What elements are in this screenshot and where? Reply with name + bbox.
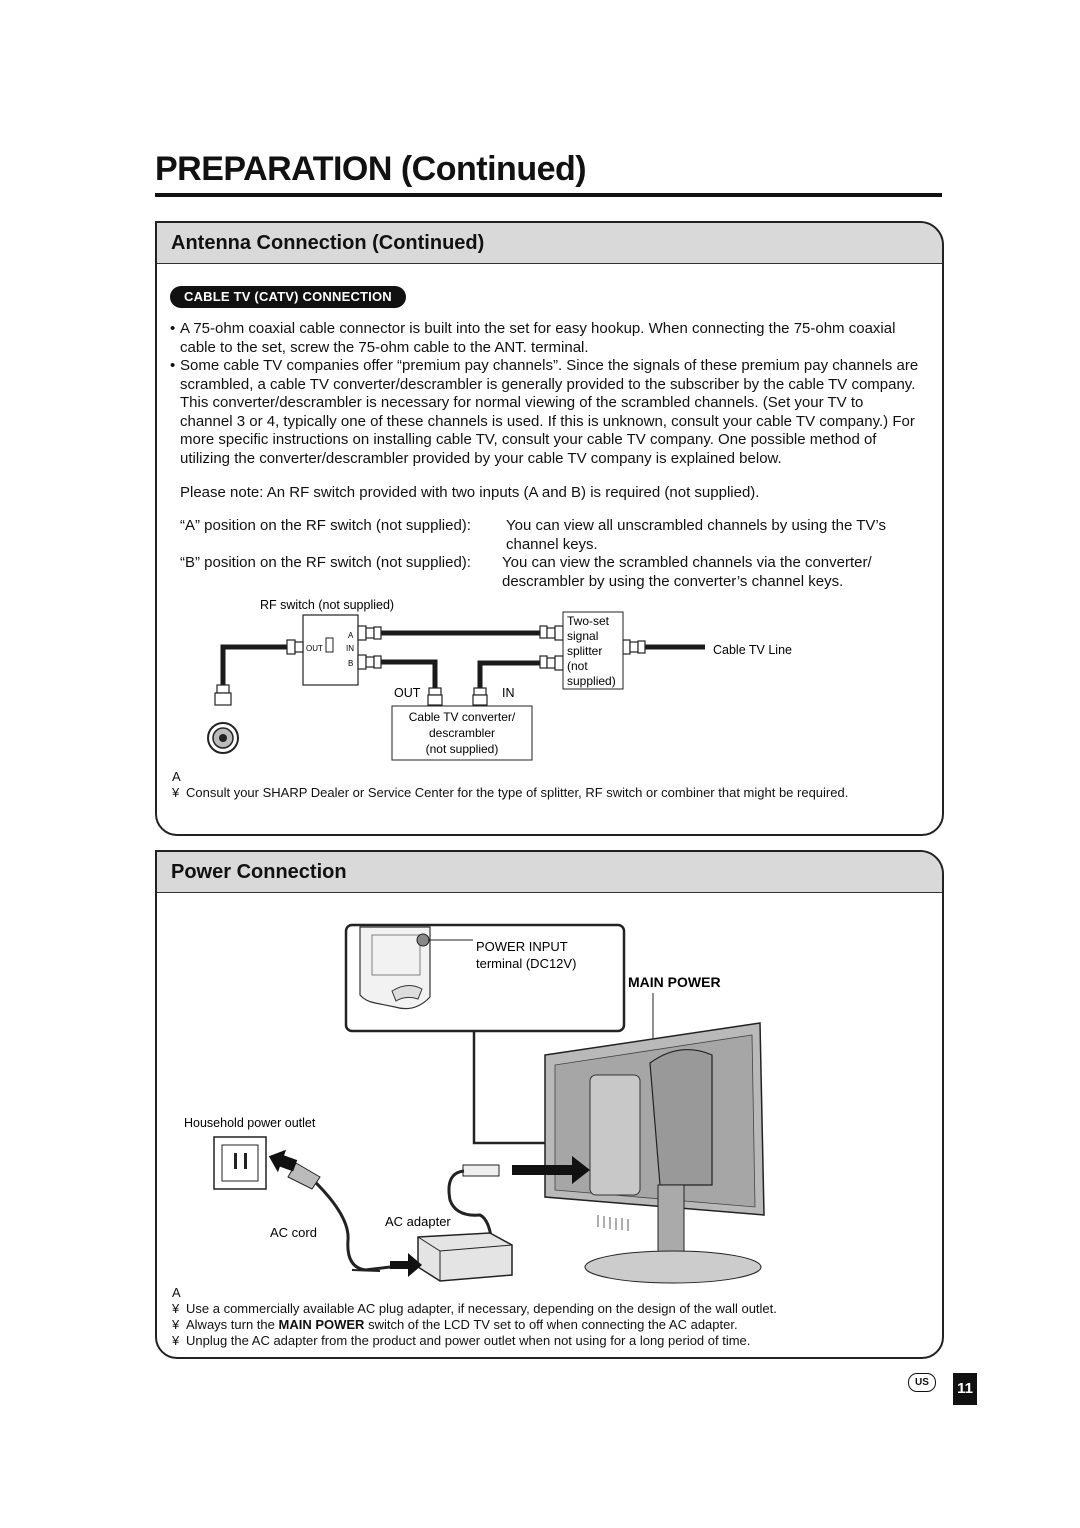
note-mark: ¥ bbox=[172, 1301, 180, 1316]
note-text bbox=[186, 1317, 912, 1333]
page-number: 11 bbox=[953, 1373, 977, 1405]
position-b-label: “B” position on the RF switch (not supplied): bbox=[180, 554, 471, 571]
splitter-line-3: splitter bbox=[567, 644, 603, 658]
page-title: PREPARATION (Continued) bbox=[155, 150, 587, 188]
antenna-bullet-2 bbox=[170, 357, 920, 468]
power-note-1 bbox=[172, 1301, 912, 1317]
note-mark: ¥ bbox=[172, 1317, 180, 1332]
position-b-text: You can view the scrambled channels via the converter/ descrambler by using the converter’s channel keys. bbox=[502, 554, 872, 590]
converter-in-label: IN bbox=[502, 686, 515, 700]
inset-panel-drawing bbox=[360, 927, 430, 1009]
splitter-line-1: Two-set bbox=[567, 614, 610, 628]
main-power-label: MAIN POWER bbox=[628, 974, 721, 990]
bullet-text: A 75-ohm coaxial cable connector is built into the set for easy hookup. When connecting the 75-ohm coaxial cable to the set, screw the 75-ohm cable to the ANT. terminal. bbox=[180, 320, 896, 356]
ac-cord-end bbox=[352, 1270, 380, 1271]
splitter-line-5: supplied) bbox=[567, 674, 616, 688]
converter-line-2: descrambler bbox=[428, 726, 496, 740]
rf-switch-out: OUT bbox=[306, 644, 323, 653]
position-a-text: You can view all unscrambled channels by using the TV’s channel keys. bbox=[506, 517, 886, 553]
note-text-post: switch of the LCD TV set to off when connecting the AC adapter. bbox=[364, 1317, 738, 1332]
rf-switch-label: RF switch (not supplied) bbox=[260, 598, 395, 612]
converter-out-label: OUT bbox=[394, 686, 421, 700]
catv-wiring-diagram bbox=[160, 590, 860, 770]
power-note-3 bbox=[172, 1333, 912, 1349]
lcd-tv-rear bbox=[545, 1023, 764, 1283]
outlet-label: Household power outlet bbox=[184, 1116, 316, 1130]
note-text-bold: MAIN POWER bbox=[278, 1317, 365, 1332]
note-text-pre: Always turn the bbox=[186, 1317, 279, 1332]
rf-switch-a: A bbox=[348, 631, 354, 640]
arrow-to-adapter-icon bbox=[390, 1253, 422, 1277]
bullet-mark: • bbox=[170, 357, 176, 374]
bullet-text: Some cable TV companies offer “premium pay channels”. Since the signals of these premium pay channels are scrambled, a cable TV converter/descrambler is generally provided to the subscriber by the cable TV company. This converter/descrambler is necessary for normal viewing of the scrambled channels. (Set your TV to channel 3 or 4, typically one of these channels is used. If this is unknown, consult your cable TV company.) For more specific instructions on installing cable TV, consult your cable TV company. One possible method of utilizing the converter/descrambler provided by your cable TV company is explained below. bbox=[180, 357, 919, 467]
footnote-text: Consult your SHARP Dealer or Service Center for the type of splitter, RF switch or combiner that might be required. bbox=[186, 785, 849, 800]
rf-switch-in: IN bbox=[346, 644, 354, 653]
note-mark: ¥ bbox=[172, 1333, 180, 1348]
ac-cord-label: AC cord bbox=[270, 1225, 317, 1240]
power-input-sub: terminal (DC12V) bbox=[476, 956, 577, 971]
splitter-line-4: (not bbox=[567, 659, 588, 673]
antenna-section-heading: Antenna Connection (Continued) bbox=[157, 223, 942, 264]
tv-antenna-jack bbox=[208, 723, 238, 753]
title-rule bbox=[155, 193, 942, 197]
footnote-mark: ¥ bbox=[172, 785, 180, 800]
antenna-footnote bbox=[172, 785, 912, 801]
rf-switch-b: B bbox=[348, 659, 354, 668]
antenna-footnote-head: A bbox=[172, 769, 181, 784]
bullet-mark: • bbox=[170, 320, 176, 337]
position-a-label: “A” position on the RF switch (not supplied): bbox=[180, 517, 471, 534]
dc-plug bbox=[463, 1165, 499, 1176]
power-section-heading: Power Connection bbox=[157, 852, 942, 893]
converter-line-3: (not supplied) bbox=[425, 742, 499, 756]
note-text: Unplug the AC adapter from the product and power outlet when not using for a long period of time. bbox=[186, 1333, 751, 1348]
rf-switch bbox=[303, 615, 358, 685]
rf-switch-note: Please note: An RF switch provided with two inputs (A and B) is required (not supplied). bbox=[180, 484, 760, 501]
splitter-line-2: signal bbox=[567, 629, 599, 643]
ac-adapter-label: AC adapter bbox=[385, 1214, 451, 1229]
power-input-label: POWER INPUT bbox=[476, 939, 568, 954]
ac-adapter bbox=[418, 1233, 512, 1281]
power-notes-head: A bbox=[172, 1285, 181, 1300]
antenna-bullet-1 bbox=[170, 320, 920, 357]
cable-tv-line-label: Cable TV Line bbox=[713, 643, 792, 657]
ac-cord bbox=[310, 1177, 390, 1270]
note-text: Use a commercially available AC plug adapter, if necessary, depending on the design of the wall outlet. bbox=[186, 1301, 777, 1316]
power-outlet-icon bbox=[214, 1137, 266, 1189]
catv-subheading: CABLE TV (CATV) CONNECTION bbox=[170, 286, 406, 308]
power-note-2 bbox=[172, 1317, 912, 1333]
region-badge: US bbox=[908, 1373, 936, 1392]
converter-line-1: Cable TV converter/ bbox=[408, 710, 516, 724]
power-connection-diagram bbox=[160, 915, 800, 1295]
